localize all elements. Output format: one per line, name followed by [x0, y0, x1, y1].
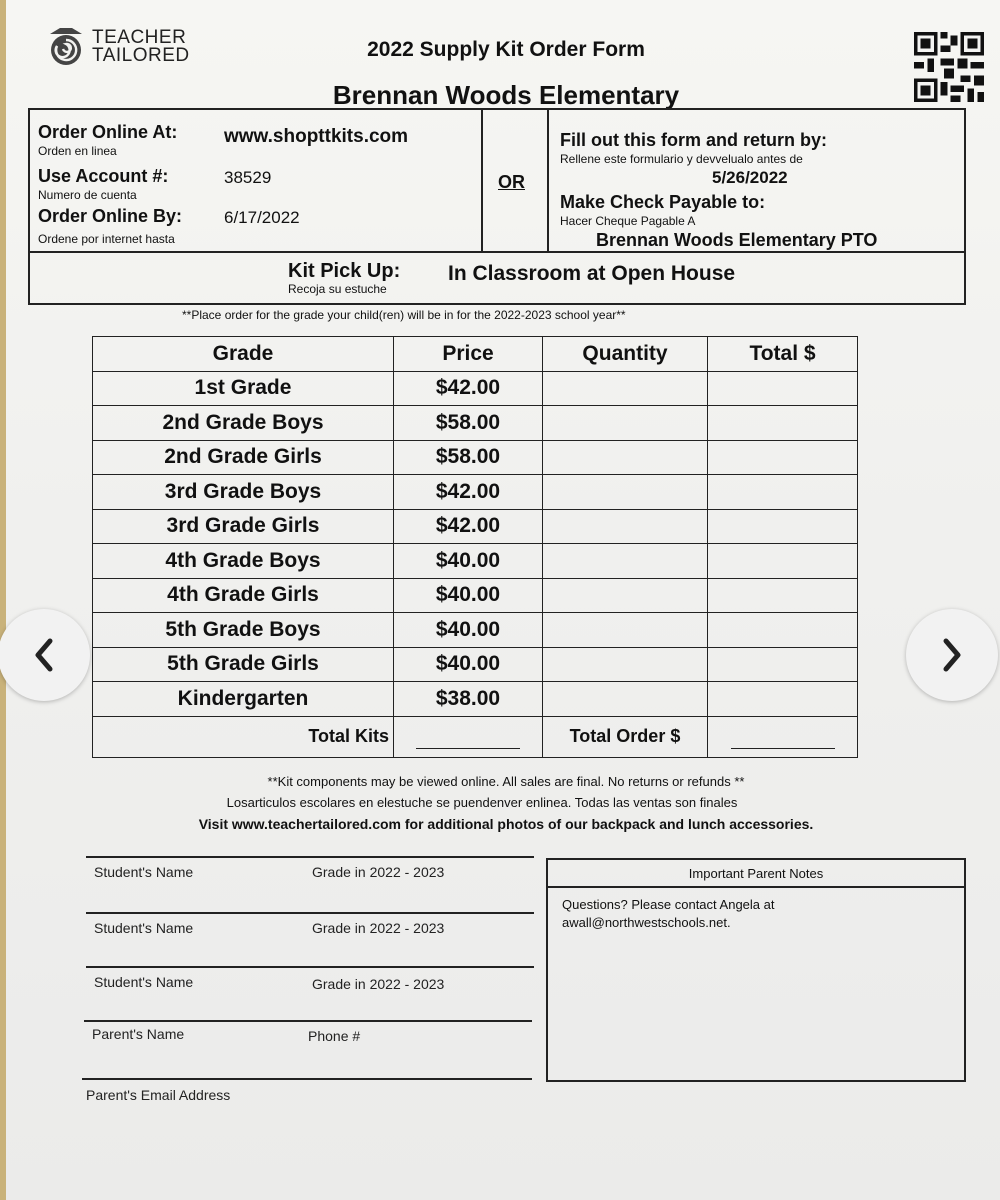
chevron-left-icon — [30, 635, 58, 675]
spanish-note: Losarticulos escolares en elestuche se puendenver enlinea. Todas las ventas son finales — [226, 795, 738, 810]
totals-row — [93, 716, 858, 757]
order-info-box — [28, 108, 966, 305]
grade-cell: 3rd Grade Boys — [93, 475, 394, 510]
grade-cell: 5th Grade Boys — [93, 613, 394, 648]
quantity-cell[interactable] — [543, 509, 708, 544]
grade-cell: 4th Grade Girls — [93, 578, 394, 613]
phone-label: Phone # — [308, 1028, 361, 1044]
table-row — [93, 440, 858, 475]
table-row — [93, 371, 858, 406]
table-row — [93, 613, 858, 648]
parent-email-label: Parent's Email Address — [86, 1087, 231, 1103]
student-name-field-3[interactable] — [84, 1020, 532, 1022]
grade-cell: Kindergarten — [93, 682, 394, 717]
price-cell: $40.00 — [394, 578, 543, 613]
form-title: 2022 Supply Kit Order Form — [367, 38, 645, 61]
total-cell[interactable] — [708, 682, 858, 717]
total-cell[interactable] — [708, 647, 858, 682]
quantity-cell[interactable] — [543, 578, 708, 613]
grade-cell: 1st Grade — [93, 371, 394, 406]
check-payable-sub: Hacer Cheque Pagable A — [560, 214, 696, 228]
header-total: Total $ — [708, 337, 858, 372]
pickup-label: Kit Pick Up: — [288, 260, 401, 282]
total-cell[interactable] — [708, 509, 858, 544]
check-payable-label: Make Check Payable to: — [560, 192, 766, 212]
table-row — [93, 544, 858, 579]
return-by-sub: Rellene este formulario y devvelualo antes de — [560, 152, 803, 166]
table-row — [93, 406, 858, 441]
divider — [481, 110, 483, 251]
quantity-cell[interactable] — [543, 406, 708, 441]
price-cell: $40.00 — [394, 647, 543, 682]
form-line — [86, 856, 534, 858]
quantity-cell[interactable] — [543, 647, 708, 682]
previous-image-button[interactable] — [0, 609, 90, 701]
total-cell[interactable] — [708, 544, 858, 579]
order-online-at-label: Order Online At: — [38, 122, 178, 142]
price-cell: $42.00 — [394, 371, 543, 406]
price-cell: $42.00 — [394, 509, 543, 544]
quantity-cell[interactable] — [543, 544, 708, 579]
grade-label-1: Grade in 2022 - 2023 — [312, 864, 445, 880]
account-label: Use Account #: — [38, 166, 169, 186]
total-order-label: Total Order $ — [543, 716, 708, 757]
grade-label-3: Grade in 2022 - 2023 — [312, 976, 445, 992]
price-cell: $38.00 — [394, 682, 543, 717]
order-by-sub: Ordene por internet hasta — [38, 232, 175, 246]
parent-name-phone-field[interactable] — [82, 1078, 532, 1080]
student-name-label-2: Student's Name — [94, 920, 194, 936]
supply-kit-table — [92, 336, 858, 758]
parent-name-label: Parent's Name — [92, 1026, 185, 1042]
visit-website-note: Visit www.teachertailored.com for additional photos of our backpack and lunch accessories. — [198, 816, 814, 832]
order-by-date: 6/17/2022 — [224, 208, 300, 227]
table-header-row — [93, 337, 858, 372]
quantity-cell[interactable] — [543, 371, 708, 406]
order-form-paper — [6, 0, 1000, 1200]
pickup-sub: Recoja su estuche — [288, 282, 387, 296]
check-payable-value: Brennan Woods Elementary PTO — [596, 230, 878, 250]
grade-note: **Place order for the grade your child(ren) will be in for the 2022-2023 school year** — [182, 308, 626, 322]
table-row — [93, 647, 858, 682]
table-row — [93, 578, 858, 613]
total-cell[interactable] — [708, 371, 858, 406]
header-price: Price — [394, 337, 543, 372]
grade-cell: 2nd Grade Boys — [93, 406, 394, 441]
price-cell: $40.00 — [394, 613, 543, 648]
student-name-field-1[interactable] — [86, 912, 534, 914]
grade-cell: 5th Grade Girls — [93, 647, 394, 682]
divider — [30, 251, 964, 253]
logo-text-line1: TEACHER — [92, 27, 187, 48]
total-cell[interactable] — [708, 475, 858, 510]
price-cell: $42.00 — [394, 475, 543, 510]
total-cell[interactable] — [708, 406, 858, 441]
grade-cell: 4th Grade Boys — [93, 544, 394, 579]
return-by-date: 5/26/2022 — [712, 168, 788, 187]
chevron-right-icon — [938, 635, 966, 675]
quantity-cell[interactable] — [543, 613, 708, 648]
sales-final-note: **Kit components may be viewed online. All sales are final. No returns or refunds ** — [267, 774, 745, 789]
parent-notes-box — [546, 858, 966, 1082]
quantity-cell[interactable] — [543, 475, 708, 510]
grade-cell: 3rd Grade Girls — [93, 509, 394, 544]
return-by-label: Fill out this form and return by: — [560, 130, 827, 150]
header-quantity: Quantity — [543, 337, 708, 372]
account-sub: Numero de cuenta — [38, 188, 137, 202]
total-cell[interactable] — [708, 578, 858, 613]
order-online-at-sub: Orden en linea — [38, 144, 117, 158]
student-name-label-1: Student's Name — [94, 864, 194, 880]
or-separator: OR — [498, 172, 525, 192]
quantity-cell[interactable] — [543, 682, 708, 717]
school-name: Brennan Woods Elementary — [332, 80, 680, 110]
price-cell: $58.00 — [394, 406, 543, 441]
parent-notes-title: Important Parent Notes — [548, 860, 964, 888]
price-cell: $58.00 — [394, 440, 543, 475]
total-kits-blank — [416, 732, 520, 749]
total-cell[interactable] — [708, 613, 858, 648]
account-number: 38529 — [224, 168, 272, 187]
header-grade: Grade — [93, 337, 394, 372]
order-online-url[interactable]: www.shopttkits.com — [224, 126, 409, 147]
total-order-field[interactable] — [708, 716, 858, 757]
parent-notes-text: Questions? Please contact Angela at awall@northwestschools.net. — [562, 897, 775, 930]
student-name-field-2[interactable] — [86, 966, 534, 968]
table-row — [93, 509, 858, 544]
student-name-label-3: Student's Name — [94, 974, 194, 990]
grade-label-2: Grade in 2022 - 2023 — [312, 920, 445, 936]
total-cell[interactable] — [708, 440, 858, 475]
pickup-value: In Classroom at Open House — [448, 262, 736, 285]
total-kits-label: Total Kits — [93, 716, 394, 757]
next-image-button[interactable] — [906, 609, 998, 701]
quantity-cell[interactable] — [543, 440, 708, 475]
divider — [547, 110, 549, 251]
table-row — [93, 682, 858, 717]
grade-cell: 2nd Grade Girls — [93, 440, 394, 475]
total-kits-field[interactable] — [394, 716, 543, 757]
price-cell: $40.00 — [394, 544, 543, 579]
order-by-label: Order Online By: — [38, 206, 183, 226]
total-order-blank — [731, 732, 835, 749]
logo-text-line2: TAILORED — [92, 45, 190, 66]
table-row — [93, 475, 858, 510]
